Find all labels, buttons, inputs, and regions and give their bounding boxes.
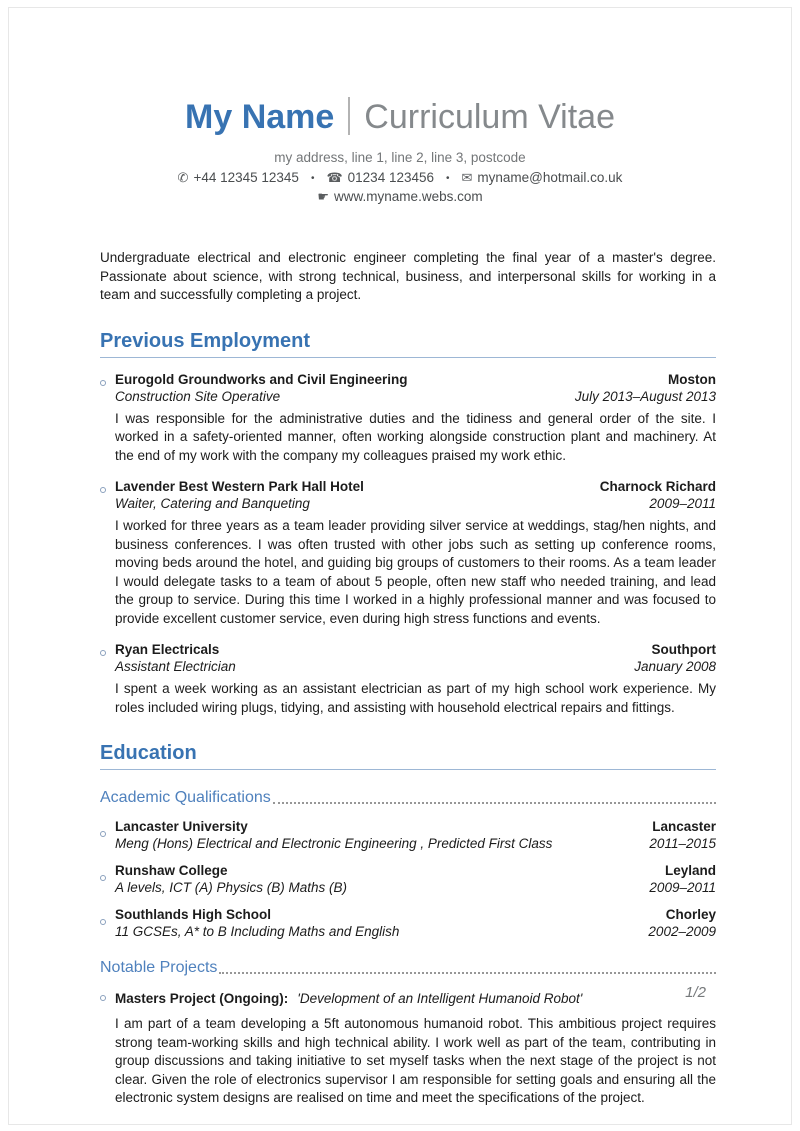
mobile-phone-icon: ✆ — [177, 170, 189, 185]
job-description: I worked for three years as a team leader providing silver service at weddings, stag/hen nights, and business conferences. I was often trusted with other jobs such as setting up conference rooms, moving beds around the hotel, and guiding big groups of customers to their rooms. As a team leader I would delegate tasks to a team of about 5 people, often new staff who needed training, and lead the group to service. During this time I worked in a highly professional manner and was focused to provide excellent customer service, even during high stress functions and events. — [115, 518, 716, 626]
employer-location: Southport — [651, 642, 716, 657]
education-entry — [100, 906, 716, 940]
school-location: Lancaster — [652, 819, 716, 834]
education-dates: 2009–2011 — [649, 880, 716, 895]
subsection-notable-projects — [100, 958, 716, 978]
contact-line — [0, 170, 800, 186]
email-icon: ✉ — [461, 170, 473, 185]
employer-location: Moston — [668, 371, 716, 387]
job-description: I spent a week working as an assistant electrician as part of my high school work experience. My roles included wiring plugs, tidying, and assisting with household electrical repairs and fittings. — [115, 681, 716, 715]
document-title: Curriculum Vitae — [364, 98, 615, 136]
telephone-icon: ☎ — [326, 170, 343, 185]
school-location: Leyland — [664, 863, 716, 878]
section-previous-employment: Previous Employment — [100, 329, 716, 358]
job-role: Construction Site Operative — [115, 388, 281, 404]
address-line: my address, line 1, line 2, line 3, postcode — [274, 150, 526, 165]
cv-header — [0, 0, 800, 205]
person-name: My Name — [185, 98, 335, 136]
employer-location: Charnock Richard — [599, 479, 716, 494]
school-name: Lancaster University — [115, 819, 248, 834]
website-hand-icon: ☛ — [317, 189, 330, 204]
job-dates: January 2008 — [634, 659, 716, 674]
qualification: Meng (Hons) Electrical and Electronic Engineering , Predicted First Class — [115, 836, 553, 851]
section-education: Education — [100, 741, 716, 770]
job-role: Waiter, Catering and Banqueting — [115, 496, 310, 511]
qualification: A levels, ICT (A) Physics (B) Maths (B) — [115, 880, 348, 895]
employment-entry — [100, 371, 716, 466]
job-dates: 2009–2011 — [649, 496, 716, 511]
school-name: Southlands High School — [115, 907, 271, 922]
subsection-label: Notable Projects — [100, 959, 218, 976]
employment-entry — [100, 641, 716, 717]
education-entry — [100, 818, 716, 852]
entry-bullet-icon — [100, 875, 106, 881]
employment-entry — [100, 478, 716, 628]
entry-bullet-icon — [100, 995, 106, 1001]
school-name: Runshaw College — [115, 863, 228, 878]
entry-bullet-icon — [100, 380, 106, 386]
separator-dot: • — [310, 173, 315, 184]
dotted-leader — [219, 972, 716, 974]
employer-name: Lavender Best Western Park Hall Hotel — [115, 479, 364, 494]
project-label: Masters Project (Ongoing): — [115, 991, 289, 1006]
entry-bullet-icon — [100, 919, 106, 925]
website-url[interactable]: www.myname.webs.com — [334, 189, 483, 204]
entry-bullet-icon — [100, 650, 106, 656]
page-number: 1/2 — [685, 984, 706, 1001]
school-location: Chorley — [665, 907, 716, 922]
dotted-leader — [273, 802, 716, 804]
job-role: Assistant Electrician — [115, 659, 236, 674]
subsection-academic-qualifications — [100, 788, 716, 808]
summary-paragraph: Undergraduate electrical and electronic engineer completing the final year of a master's degree. Passionate about science, with strong technical, business, and interpersonal skills for working in a team and successfully completing a project. — [100, 250, 716, 302]
website-line — [0, 189, 800, 205]
project-description: I am part of a team developing a 5ft autonomous humanoid robot. This ambitious project requires strong team-working skills and high technical ability. I work well as part of the team, contributing in group discussions and taking initiative to set myself tasks when the next stage of the project is not clear. Given the role of electronics supervisor I am responsible for setting goals and ensuring all the electronic system designs are realised on time and meet the specifications of the project. — [115, 1016, 716, 1105]
education-entry — [100, 862, 716, 896]
phone-number: 01234 123456 — [347, 170, 434, 185]
entry-bullet-icon — [100, 487, 106, 493]
header-divider — [348, 97, 350, 135]
project-title: 'Development of an Intelligent Humanoid Robot' — [297, 991, 583, 1006]
job-description: I was responsible for the administrative duties and the tidiness and general order of the site. I worked in a safety-oriented manner, often working alongside construction plant and machinery. At the end of my work with the company my colleagues praised my work ethic. — [115, 410, 716, 463]
qualification: 11 GCSEs, A* to B Including Maths and English — [115, 924, 400, 939]
employer-name: Eurogold Groundworks and Civil Engineering — [115, 371, 408, 387]
email-address[interactable]: myname@hotmail.co.uk — [477, 170, 623, 185]
employer-name: Ryan Electricals — [115, 642, 220, 657]
cv-body — [100, 249, 716, 1108]
subsection-label: Academic Qualifications — [100, 789, 271, 806]
name-line — [0, 94, 800, 147]
education-dates: 2002–2009 — [648, 924, 716, 939]
project-entry — [100, 990, 716, 1108]
mobile-number: +44 12345 12345 — [193, 170, 299, 185]
entry-bullet-icon — [100, 831, 106, 837]
separator-dot: • — [446, 173, 450, 184]
education-dates: 2011–2015 — [649, 836, 716, 851]
job-dates: July 2013–August 2013 — [574, 388, 716, 404]
